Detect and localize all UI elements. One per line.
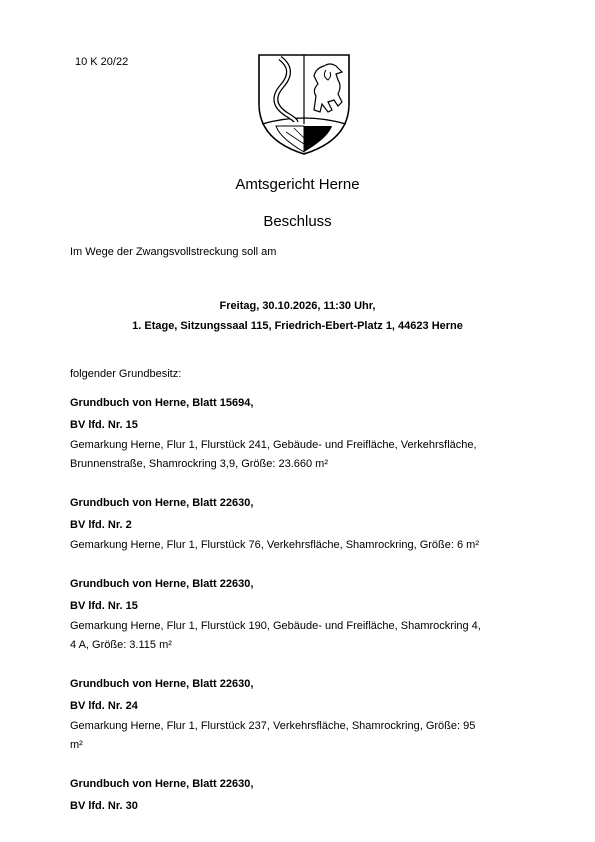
file-reference: 10 K 20/22	[75, 56, 129, 68]
entry-description-line: Gemarkung Herne, Flur 1, Flurstück 241, Gebäude- und Freifläche, Verkehrsfläche,	[70, 439, 477, 451]
entry-number: BV lfd. Nr. 15	[70, 600, 138, 612]
appointment-date-time: Freitag, 30.10.2026, 11:30 Uhr,	[219, 300, 376, 312]
entry-register: Grundbuch von Herne, Blatt 22630,	[70, 578, 254, 590]
entry-number: BV lfd. Nr. 24	[70, 700, 138, 712]
entry-register: Grundbuch von Herne, Blatt 15694,	[70, 397, 254, 409]
entry-number: BV lfd. Nr. 15	[70, 419, 138, 431]
entry-description-line: Gemarkung Herne, Flur 1, Flurstück 190, Gebäude- und Freifläche, Shamrockring 4,	[70, 620, 481, 632]
entry-description-line: Brunnenstraße, Shamrockring 3,9, Größe: 23.660 m²	[70, 458, 329, 470]
property-entry	[70, 673, 540, 755]
entry-register: Grundbuch von Herne, Blatt 22630,	[70, 497, 254, 509]
property-entry	[70, 492, 540, 555]
property-entry	[70, 773, 540, 817]
entry-number: BV lfd. Nr. 2	[70, 519, 132, 531]
property-entries	[70, 392, 540, 835]
entry-description-line: Gemarkung Herne, Flur 1, Flurstück 237, Verkehrsfläche, Shamrockring, Größe: 95	[70, 720, 476, 732]
appointment-location: 1. Etage, Sitzungssaal 115, Friedrich-Ebert-Platz 1, 44623 Herne	[132, 320, 463, 332]
property-label: folgender Grundbesitz:	[70, 368, 182, 380]
entry-number: BV lfd. Nr. 30	[70, 800, 138, 812]
nrw-coat-of-arms-icon	[256, 52, 352, 156]
entry-register: Grundbuch von Herne, Blatt 22630,	[70, 678, 254, 690]
court-name: Amtsgericht Herne	[235, 176, 360, 193]
property-entry	[70, 392, 540, 474]
property-entry	[70, 573, 540, 655]
entry-description-line: m²	[70, 739, 83, 751]
entry-description-line: Gemarkung Herne, Flur 1, Flurstück 76, Verkehrsfläche, Shamrockring, Größe: 6 m²	[70, 539, 479, 551]
entry-register: Grundbuch von Herne, Blatt 22630,	[70, 778, 254, 790]
appointment-block	[0, 296, 595, 336]
intro-text: Im Wege der Zwangsvollstreckung soll am	[70, 246, 277, 258]
entry-description-line: 4 A, Größe: 3.115 m²	[70, 639, 172, 651]
document-title: Beschluss	[263, 213, 332, 230]
